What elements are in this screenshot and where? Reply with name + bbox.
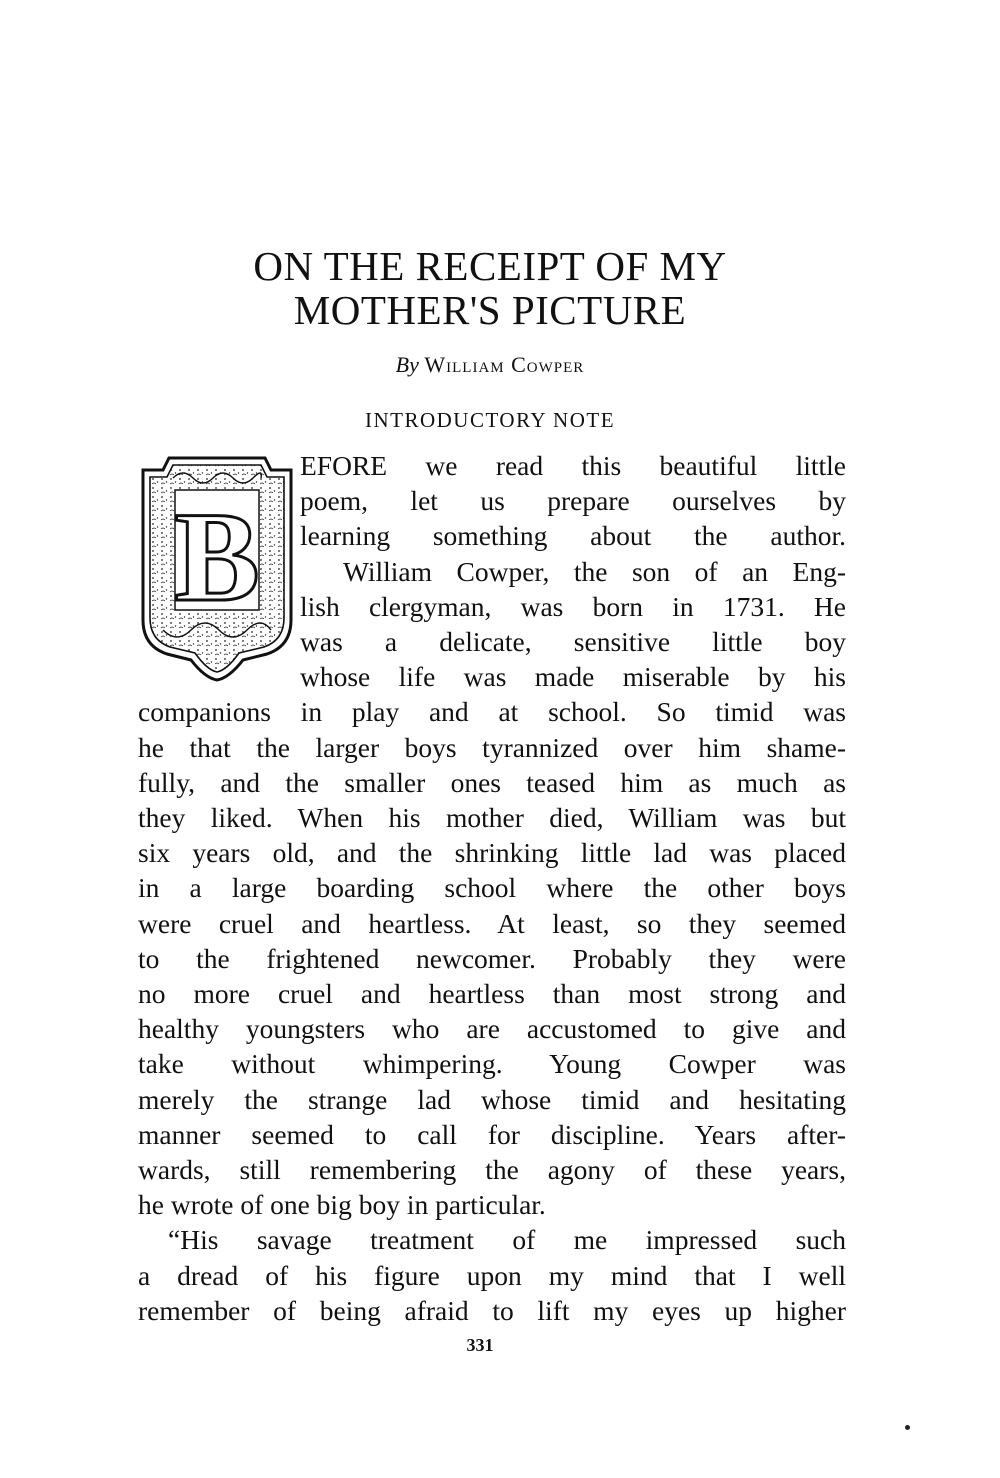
text-line: manner seemed to call for discipline. Years after-: [138, 1118, 846, 1150]
text-line: EFORE we read this beautiful little: [300, 450, 846, 481]
byline: [140, 352, 840, 378]
text-line: whose life was made miserable by his: [300, 661, 846, 693]
text-line: William Cowper, the son of an Eng-: [343, 555, 846, 587]
scan-speck: [905, 1425, 910, 1430]
text-line: fully, and the smaller ones teased him as much as: [138, 766, 846, 798]
paragraph-2: [138, 554, 846, 1223]
text-line: he wrote of one big boy in particular.: [138, 1189, 546, 1221]
text-line: take without whimpering. Young Cowper was: [138, 1048, 846, 1080]
text-line: six years old, and the shrinking little lad was placed: [138, 837, 846, 869]
paragraph-1: [138, 448, 846, 554]
text-line: wards, still remembering the agony of these years,: [138, 1154, 846, 1186]
paragraph-3: [138, 1222, 846, 1328]
text-line: in a large boarding school where the other boys: [138, 872, 846, 904]
text-line: poem, let us prepare ourselves by: [300, 485, 846, 517]
text-line: learning something about the author.: [300, 520, 846, 552]
page-number: 331: [466, 1335, 494, 1355]
drop-cap-lead-word: EFORE: [300, 450, 388, 481]
text-line: was a delicate, sensitive little boy: [300, 626, 846, 658]
drop-cap-letter: B: [174, 486, 260, 628]
text-line: to the frightened newcomer. Probably they were: [138, 942, 846, 974]
text-line: they liked. When his mother died, William was but: [138, 802, 846, 834]
text-line: healthy youngsters who are accustomed to give and: [138, 1013, 846, 1045]
poem-title: [140, 244, 840, 332]
introductory-note-body: [138, 448, 846, 1328]
introductory-note-heading: INTRODUCTORY NOTE: [364, 408, 616, 432]
title-line-2: MOTHER'S PICTURE: [293, 287, 687, 333]
text-line: companions in play and at school. So timid was: [138, 696, 846, 728]
text-line: lish clergyman, was born in 1731. He: [300, 590, 846, 622]
title-line-1: ON THE RECEIPT OF MY: [253, 243, 727, 289]
text-line: were cruel and heartless. At least, so they seemed: [138, 907, 846, 939]
text-line: he that the larger boys tyrannized over him shame-: [138, 731, 846, 763]
text-line: no more cruel and heartless than most strong and: [138, 978, 846, 1010]
text-line: merely the strange lad whose timid and hesitating: [138, 1083, 846, 1115]
byline-author: William Cowper: [424, 352, 585, 377]
text-line: “His savage treatment of me impressed such: [168, 1224, 846, 1256]
text-line: remember of being afraid to lift my eyes up higher: [138, 1294, 846, 1326]
text-line: a dread of his figure upon my mind that I well: [138, 1259, 846, 1291]
byline-by: By: [395, 352, 419, 377]
